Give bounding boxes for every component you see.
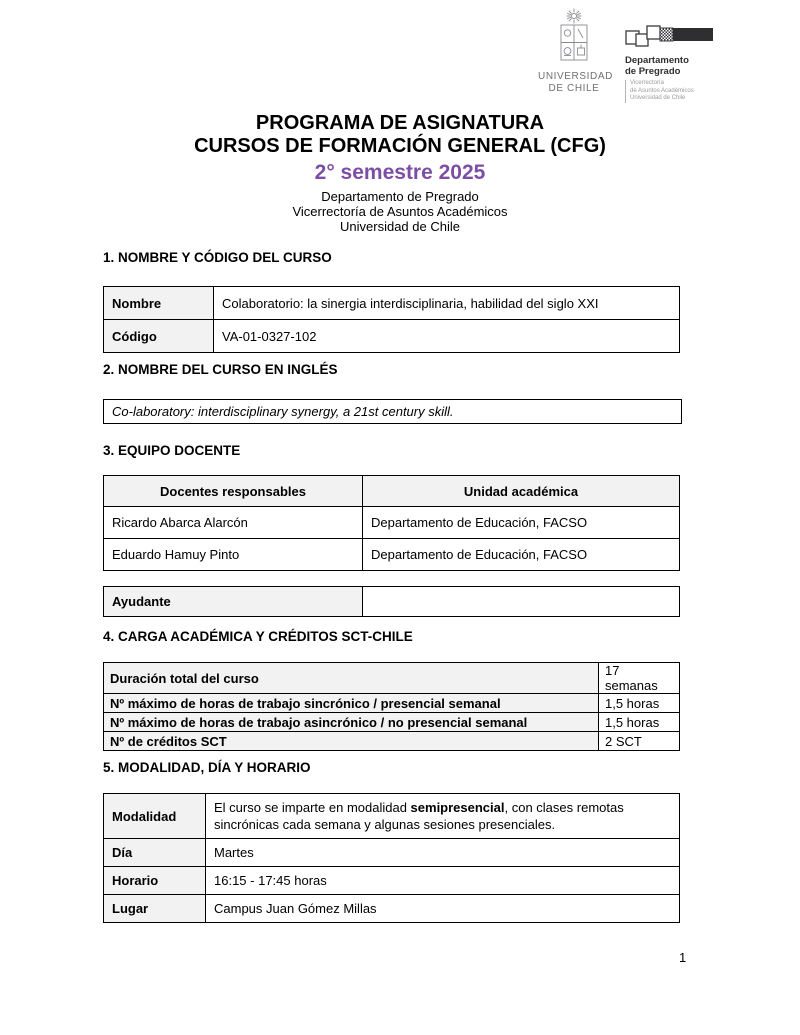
page-number: 1 xyxy=(679,950,687,965)
table-row xyxy=(104,794,680,839)
table-row xyxy=(104,320,680,353)
table-row xyxy=(104,895,680,923)
creditos-label-cell: Nº de créditos SCT xyxy=(104,732,599,751)
horas-asincronico-value-cell: 1,5 horas xyxy=(599,713,680,732)
dia-value-cell: Martes xyxy=(206,839,680,867)
lugar-value-cell: Campus Juan Gómez Millas xyxy=(206,895,680,923)
ayudante-value-cell xyxy=(363,587,680,617)
nombre-value-cell: Colaboratorio: la sinergia interdisciplinaria, habilidad del siglo XXI xyxy=(214,287,680,320)
table-row xyxy=(104,587,680,617)
modality-schedule-table xyxy=(103,793,680,923)
horario-label-cell: Horario xyxy=(104,867,206,895)
section3-heading: 3. EQUIPO DOCENTE xyxy=(103,443,241,458)
section4-heading: 4. CARGA ACADÉMICA Y CRÉDITOS SCT-CHILE xyxy=(103,629,413,644)
english-name-box: Co-laboratory: interdisciplinary synergy, a 21st century skill. xyxy=(103,399,682,424)
horas-asincronico-label-cell: Nº máximo de horas de trabajo asincrónico / no presencial semanal xyxy=(104,713,599,732)
table-row xyxy=(104,713,680,732)
pregrado-logo-text-line2: de Pregrado xyxy=(625,66,681,77)
docente-name-cell: Ricardo Abarca Alarcón xyxy=(104,507,363,539)
creditos-value-cell: 2 SCT xyxy=(599,732,680,751)
header-logos xyxy=(538,8,715,103)
codigo-label-cell: Código xyxy=(104,320,214,353)
nombre-label-cell: Nombre xyxy=(104,287,214,320)
assistant-table xyxy=(103,586,680,617)
title-block xyxy=(0,112,800,234)
table-row xyxy=(104,539,680,571)
table-row xyxy=(104,839,680,867)
uch-logo-text-line2: DE CHILE xyxy=(548,83,600,94)
table-row xyxy=(104,663,680,694)
universidad-de-chile-logo xyxy=(538,8,613,95)
uch-crest-icon xyxy=(553,8,595,64)
table-row xyxy=(104,694,680,713)
table-row xyxy=(104,287,680,320)
pregrado-logo-text-line1: Departamento xyxy=(625,55,689,66)
header-subtitle-2: Vicerrectoría de Asuntos Académicos xyxy=(292,204,508,219)
academic-load-table xyxy=(103,662,680,751)
departamento-pregrado-logo xyxy=(625,24,715,103)
document-title-line2: CURSOS DE FORMACIÓN GENERAL (CFG) xyxy=(194,135,606,157)
docente-unit-cell: Departamento de Educación, FACSO xyxy=(363,507,680,539)
modalidad-value-cell: El curso se imparte en modalidad semipresencial, con clases remotas sincrónicas cada semana y algunas sesiones presenciales. xyxy=(206,794,680,839)
codigo-value-cell: VA-01-0327-102 xyxy=(214,320,680,353)
docentes-column-header: Docentes responsables xyxy=(104,476,363,507)
horas-sincronico-value-cell: 1,5 horas xyxy=(599,694,680,713)
duracion-label-cell: Duración total del curso xyxy=(104,663,599,694)
uch-logo-text-line1: UNIVERSIDAD xyxy=(538,71,613,82)
dia-label-cell: Día xyxy=(104,839,206,867)
lugar-label-cell: Lugar xyxy=(104,895,206,923)
table-row xyxy=(104,732,680,751)
pregrado-squares-icon xyxy=(625,24,715,48)
docente-name-cell: Eduardo Hamuy Pinto xyxy=(104,539,363,571)
document-title-line1: PROGRAMA DE ASIGNATURA xyxy=(255,112,545,134)
pregrado-logo-subtext: Vicerrectoría de Asuntos Académicos Universidad de Chile xyxy=(625,80,715,103)
teaching-team-table xyxy=(103,475,680,571)
unidad-column-header: Unidad académica xyxy=(363,476,680,507)
table-row xyxy=(104,507,680,539)
section2-heading: 2. NOMBRE DEL CURSO EN INGLÉS xyxy=(103,362,338,377)
table-row xyxy=(104,867,680,895)
header-subtitle-3: Universidad de Chile xyxy=(340,219,460,234)
course-name-code-table xyxy=(103,286,680,353)
section1-heading: 1. NOMBRE Y CÓDIGO DEL CURSO xyxy=(103,250,332,265)
modalidad-label-cell: Modalidad xyxy=(104,794,206,839)
semester-title: 2° semestre 2025 xyxy=(314,161,486,184)
horas-sincronico-label-cell: Nº máximo de horas de trabajo sincrónico / presencial semanal xyxy=(104,694,599,713)
table-header-row xyxy=(104,476,680,507)
docente-unit-cell: Departamento de Educación, FACSO xyxy=(363,539,680,571)
section5-heading: 5. MODALIDAD, DÍA Y HORARIO xyxy=(103,760,311,775)
duracion-value-cell: 17 semanas xyxy=(599,663,680,694)
header-subtitle-1: Departamento de Pregrado xyxy=(321,189,479,204)
horario-value-cell: 16:15 - 17:45 horas xyxy=(206,867,680,895)
ayudante-label-cell: Ayudante xyxy=(104,587,363,617)
